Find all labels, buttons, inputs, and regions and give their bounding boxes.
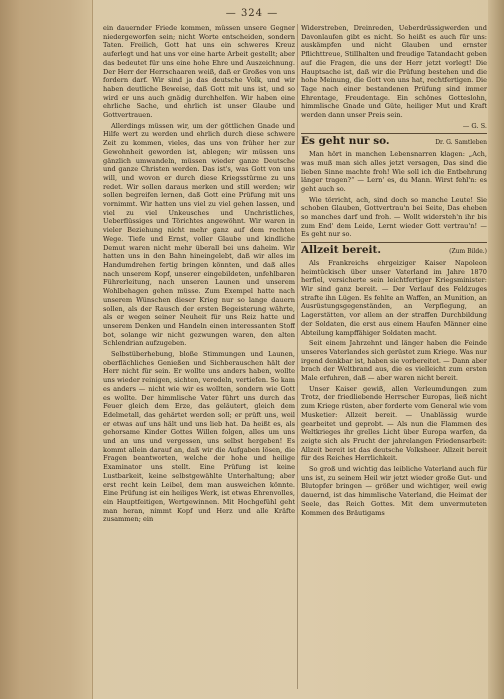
section2-paragraph-4: So groß und wichtig das leibliche Vaterland auch für uns ist, zu seinem Heil wir jetzt wieder große Gut- und Blutopfer bringen — größer und wichtiger, weil ewig dauernd, ist das himmlische Vaterland, die Heimat der Seele, das Reich Gottes. Mit dem unvermuteten Kommen des Bräutigams <box>301 465 487 517</box>
left-paragraph-3: Selbstüberhebung, bloße Stimmungen und Launen, oberflächliches Genießen und Sichberauschen hält der Herr nicht für sein. Er wollte uns anders haben, wollte uns wieder reinigen, sichten, veredeln, vertiefen. So kam es anders — nicht wie wir es wollten, sondern wie Gott es wollte. Der himmlische Vater führt uns durch das Feuer gleich dem Erze, das geläutert, gleich dem Edelmetall, das gehärtet werden soll; er prüft uns, weil er etwas auf uns hält und uns lieb hat. Da heißt es, als gehorsame Kinder Gottes Willen folgen, alles um uns und an uns und vergessen, uns selbst hergeben! Es kommt allein darauf an, daß wir die Aufgaben lösen, die Fragen beantworten, welche der hohe und heilige Examinator uns stellt. Eine Prüfung ist keine Lustbarkeit, keine selbstgewählte Unterhaltung; aber erst recht kein Leibel, dem man ausweichen könnte. Eine Prüfung ist ein heiliges Werk, ist etwas Ehrenvolles, ein Hauptfeitigen, Wertgewinnen. Mit Hochgefühl geht man heran, nimmt Kopf und Herz und alle Kräfte zusammen; ein <box>103 350 295 524</box>
right-column <box>301 24 487 689</box>
section2-title: Allzeit bereit. <box>301 244 381 257</box>
section2-paragraph-2: Seit einem Jahrzehnt und länger haben die Feinde unseres Vaterlandes sich gerüstet zum Kriege. Was nur irgend denkbar ist, haben sie vorbereitet. — Dann aber brach der Weltbrand aus, die es vielleicht zum ersten Male erfuhren, daß — aber waren nicht bereit. <box>301 339 487 383</box>
section1-stanza-1: Man hört in manchen Lebensnarren klagen: „Ach, was muß man sich alles jetzt versagen, Das sind die lieben Sinne machte froh! Wie soll ich die Entbehrung länger tragen?“ — Lern' es, du Mann. Wirst fehl'n: es geht auch so. <box>301 150 487 193</box>
section1-title: Es geht nur so. <box>301 135 390 148</box>
book-binding <box>0 0 93 699</box>
section1-header <box>301 137 487 148</box>
section2-header <box>301 246 487 257</box>
section1-stanza-2: Wie törricht, ach, sind doch so manche Leute! Sie schoben Glauben, Gottvertrau'n bei Seite, Das eheben so manches darf und froh. — Wollt widersteh'n ihr bis zum End' dem Leide, Lernt wieder Gott vertrau'n! — Es geht nur so. <box>301 195 487 239</box>
section2-paragraph-1: Als Frankreichs ehrgeiziger Kaiser Napoleon heimtückisch über unser Vaterland im Jahre 1870 herfiel, versicherte sein leichtfertiger Kriegsminister: Wir sind ganz bereit. — Der Verlauf des Feldzuges strafte ihn Lügen. Es fehlte an Waffen, an Munition, an Ausrüstungsgegenständen, an Verpflegung, an Lagerstätten, vor allem an der straffen Durchbildung der Soldaten, die erst aus einem Haufen Männer eine Abteilung kampffähiger Soldaten macht. <box>301 258 487 337</box>
section2-paragraph-3: Unser Kaiser gewiß, allen Verleumdungen zum Trotz, der friedliebende Herrscher Europas, ließ nicht zum Kriege rüsten, aber forderte vom General wie vom Musketier: Allzeit bereit. — Unablässig wurde gearbeitet und geprobt. — Als nun die Flammen des Weltkrieges ihr grelles Licht über Europa warfen, da zeigte sich als Frucht der jahrelangen Friedensarbeit: Allzeit bereit ist das deutsche Volksheer. Allzeit bereit für des Reiches Herrlichkeit. <box>301 384 487 463</box>
intro-signature: — G. S. <box>462 121 487 130</box>
section-rule <box>301 133 487 134</box>
left-paragraph-1: ein dauernder Friede kommen, müssen unsere Gegner niedergeworfen sein; nicht Worte entscheiden, sondern Taten. Freilich, Gott hat uns ein schweres Kreuz auferlegt und hat uns vor eine harte Arbeit gestellt; aber das bedeutet für uns eine hohe Ehre und Auszeichnung. Der Herr der Herrschaaren weiß, daß er Großes von uns fordern darf. Wir sind ja das deutsche Volk, und wir haben deutliche Beweise, daß Gott mit uns ist, und so wird er uns auch gnädig durchhelfen. Wir haben eine ehrliche Sache, und ehrlich ist unser Glaube und Gottvertrauen. <box>103 24 295 120</box>
section2-author: (Zum Bilde.) <box>449 248 487 256</box>
section1-author: Dr. G. Samtleben <box>435 139 487 147</box>
left-paragraph-2: Allerdings müssen wir, um der göttlichen Gnade und Hilfe wert zu werden und ehrlich durch diese schwere Zeit zu kommen, vieles, das uns von früher her zur Gewohnheit geworden ist, ablegen; wir müssen uns gänzlich umwandeln, müssen wieder ganze Deutsche und ganze Christen werden. Das ist's, was Gott von uns will, und wovon er durch diese Kriegsstürme zu uns redet. Wir sollen daraus merken und still werden; wir sollen begreifen lernen, daß Gott eine Prüfung mit uns vornimmt. Wir hatten uns viel zu viel gehen lassen, und viel zu viel Unkeusches und Unchristliches, Ueberflüssiges und Törichtes angewöhnt. Wir waren in vieler Beziehung nicht mehr ganz auf dem rechten Wege. Tiefe und Ernst, voller Glaube und kindliche Demut waren nicht mehr überall bei uns daheim. Wir hatten uns in den Bahn hineingelebt, daß wir alles im Handumdrehen fertig bringen könnten, und daß alles nach unserem Kopf, unserer eingebildeten, unfehlbaren Führerleitung, nach unseren Launen und unserem Wohlbehagen gehen müsse. Zum Exempel hatte nach unserem Wünschen dieser Krieg nur so lange dauern sollen, als der Rausch der ersten Begeisterung währte, als er wegen seiner Neuheit für uns Reiz hatte und unserem Denken und Handeln einen interessanten Stoff bot, solange wir nicht gezwungen waren, den alten Schlendrian aufzugeben. <box>103 121 295 348</box>
page-number: — 324 — <box>225 8 279 19</box>
right-intro-paragraph: Widerstreben, Dreinreden, Ueberdrüssigwerden und Davonlaufen gibt es nicht. So heißt es auch für uns: auskämpfen und nicht Glauben und ernster Pflichttreue, Stillhalten und freudige Tatandacht geben auf die Fragen, die uns der Herr jetzt vorlegt! Die Hauptsache ist, daß wir die Prüfung bestehen und die hohe Meinung, die Gott von uns hat, rechtfertigen. Die Tage nach einer bestandenen Prüfung sind immer Ehrentage, Freudentage. Ein schönes Gotteslohn, himmlische Gnade und Güte, heiliger Mut und Kraft werden dann unser Preis sein. <box>301 24 487 120</box>
left-column <box>103 24 295 689</box>
page-edge <box>488 0 504 699</box>
column-divider <box>297 24 298 689</box>
section-rule <box>301 242 487 243</box>
